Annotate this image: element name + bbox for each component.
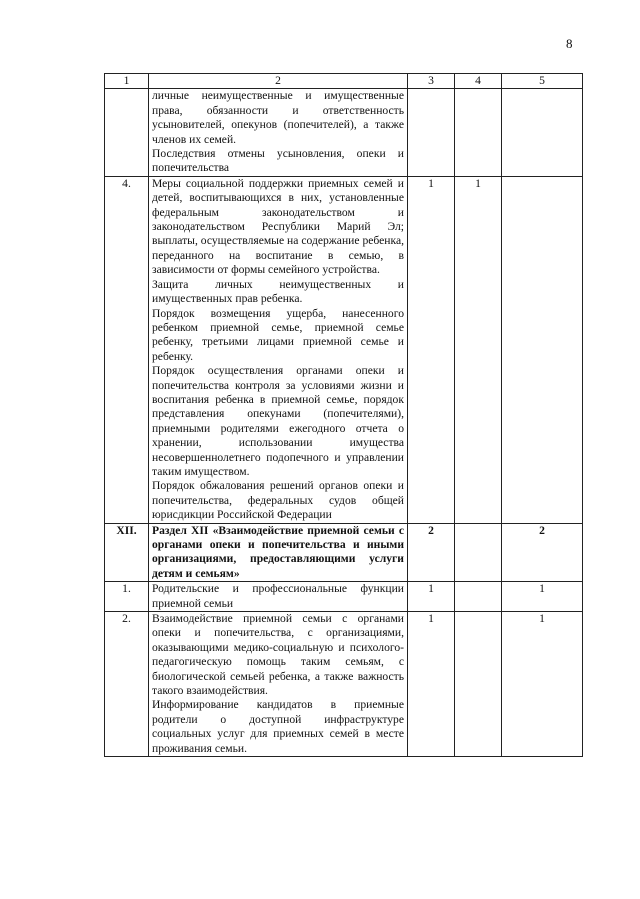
topic-cell <box>149 612 408 757</box>
header-cell: 2 <box>149 74 408 89</box>
hours-theory <box>455 582 502 612</box>
hours-practice: 2 <box>502 523 583 582</box>
table-row <box>105 89 583 176</box>
topic-paragraph: Защита личных неимущественных и имущественных прав ребенка. <box>152 277 404 306</box>
hours-total <box>408 89 455 176</box>
hours-theory <box>455 89 502 176</box>
hours-practice: 1 <box>502 612 583 757</box>
table-row <box>105 582 583 612</box>
topic-paragraph: Последствия отмены усыновления, опеки и попечительства <box>152 147 404 175</box>
topic-cell <box>149 176 408 523</box>
topic-paragraph: Взаимодействие приемной семьи с органами опеки и попечительства, с организациями, оказывающими медико-социальную и психолого-педагогическую помощь таким семьям, с биологической семьей ребенка, а также важность такого взаимодействия. <box>152 612 404 698</box>
table-row <box>105 176 583 523</box>
topic-paragraph: Меры социальной поддержки приемных семей и детей, воспитывающихся в них, установленные федеральным законодательством и законодательством Республики Марий Эл; выплаты, осуществляемые на содержание ребенка, переданного на воспитание в семью, в зависимости от формы семейного устройства. <box>152 176 404 277</box>
hours-total: 1 <box>408 612 455 757</box>
row-number: 4. <box>105 176 149 523</box>
section-row <box>105 523 583 582</box>
hours-theory <box>455 612 502 757</box>
header-cell: 1 <box>105 74 149 89</box>
topic-paragraph: Порядок осуществления органами опеки и попечительства контроля за условиями жизни и воспитания ребенка в приемной семье, порядок представления опекунами (попечителями), приемными родителями ежегодного отчета о хранении, использовании имущества несовершеннолетнего подопечного и управлении таким имуществом. <box>152 364 404 478</box>
hours-practice <box>502 176 583 523</box>
page-number: 8 <box>566 36 573 51</box>
section-title: Раздел XII «Взаимодействие приемной семьи с органами опеки и попечительства и иными организациями, предоставляющими услуги детям и семьям» <box>152 523 404 580</box>
hours-theory <box>455 523 502 582</box>
hours-total: 2 <box>408 523 455 582</box>
topic-paragraph: Порядок обжалования решений органов опеки и попечительства, федеральных судов общей юрисдикции Российской Федерации <box>152 479 404 522</box>
header-cell: 5 <box>502 74 583 89</box>
section-number: XII. <box>105 523 149 582</box>
topic-cell <box>149 582 408 612</box>
topic-cell <box>149 89 408 176</box>
hours-practice: 1 <box>502 582 583 612</box>
row-number: 2. <box>105 612 149 757</box>
topic-paragraph: личные неимущественные и имущественные права, обязанности и ответственность усыновителей, опекунов (попечителей), а также членов их семей. <box>152 89 404 146</box>
hours-total: 1 <box>408 176 455 523</box>
topic-paragraph: Информирование кандидатов в приемные родители о доступной инфраструктуре социальных услуг для приемных семей в месте проживания семьи. <box>152 698 404 755</box>
curriculum-table <box>104 73 583 757</box>
hours-total: 1 <box>408 582 455 612</box>
topic-paragraph: Порядок возмещения ущерба, нанесенного ребенком приемной семье, приемной семье ребенку, третьими лицами приемной семье и ребенку. <box>152 306 404 363</box>
hours-practice <box>502 89 583 176</box>
row-number: 1. <box>105 582 149 612</box>
header-cell: 4 <box>455 74 502 89</box>
row-number <box>105 89 149 176</box>
topic-paragraph: Родительские и профессиональные функции приемной семьи <box>152 582 404 610</box>
table-header-row <box>105 74 583 89</box>
header-cell: 3 <box>408 74 455 89</box>
table-row <box>105 612 583 757</box>
hours-theory: 1 <box>455 176 502 523</box>
section-title-cell <box>149 523 408 582</box>
